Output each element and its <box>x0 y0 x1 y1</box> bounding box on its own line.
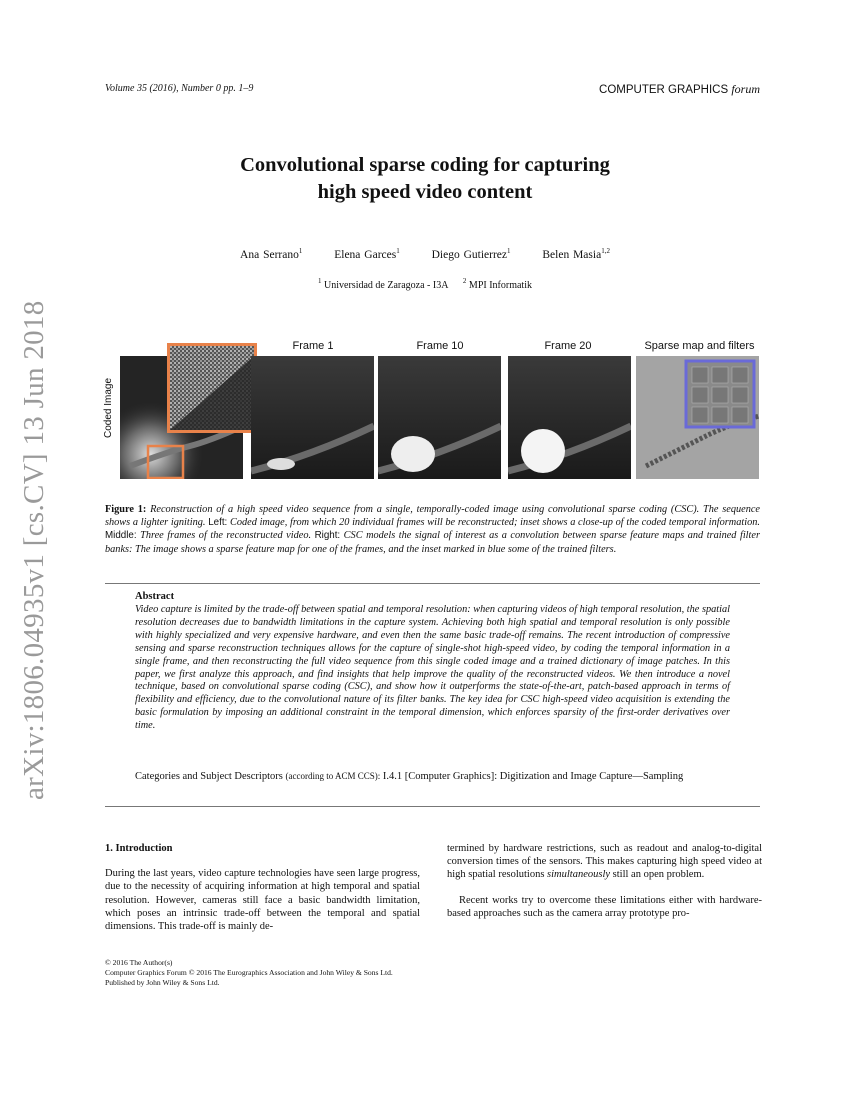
frame-20-image <box>508 356 631 479</box>
affiliation: $^2$ MPI Informatik <box>462 277 532 291</box>
arxiv-stamp: arXiv:1806.04935v1 [cs.CV] 13 Jun 2018 <box>18 300 50 800</box>
affiliations <box>0 277 850 291</box>
paper-title: Convolutional sparse coding for capturing high speed video content <box>240 154 610 203</box>
divider <box>105 583 760 584</box>
frame-10-image <box>378 356 501 479</box>
paragraph: termined by hardware restrictions, such as readout and analog-to-digital conversion times of the sensors. This makes capturing high speed video at high spatial resolutions simultaneously still an open problem. <box>447 843 762 881</box>
frame-1-label: Frame 1 <box>292 340 334 352</box>
copyright-notice: © 2016 The Author(s) Computer Graphics Forum © 2016 The Eurographics Association and John Wiley & Sons Ltd. Published by John Wiley & Sons Ltd. <box>105 958 393 988</box>
frame-1-image <box>251 356 374 479</box>
abstract-text: Video capture is limited by the trade-off between spatial and temporal resolution: when capturing videos of high temporal resolution, the spatial resolution decreases due to bandwidth limitations in the capture system. Achieving both high spatial and temporal resolution is only possible with highly specialized and very expensive hardware, and even then the same basic trade-off remains. The recent introduction of compressive sensing and sparse reconstruction techniques allows for the capture of single-shot high-speed video, by coding the temporal information in a single frame, and then reconstructing the full video sequence from this single coded image and a trained dictionary of image patches. In this paper, we first analyze this approach, and find insights that help improve the quality of the reconstructed videos. We then introduce a novel technique, based on convolutional sparse coding (CSC), and show how it outperforms the state-of-the-art, patch-based approach in terms of flexibility and efficiency, due to the convolutional nature of its filter banks. The key idea for CSC high-speed video acquisition is extending the basic formulation by imposing an additional constraint in the temporal dimension, which enforces sparsity of the first-order derivatives over time. <box>135 604 730 732</box>
sparse-map-label: Sparse map and filters <box>644 340 755 352</box>
intro-left-column <box>105 842 420 933</box>
paragraph: During the last years, video capture technologies have seen large progress, due to the necessity of acquiring information at high temporal and spatial resolution. However, cameras still face a basic bandwidth limitation, which poses an intrinsic trade-off between the temporal and spatial dimensions. This trade-off is mainly de- <box>105 868 420 933</box>
author: Diego Gutierrez$^1$ <box>431 247 511 261</box>
abstract-heading: Abstract <box>135 591 175 602</box>
author: Ana Serrano$^1$ <box>240 247 303 261</box>
ccs-descriptors: Categories and Subject Descriptors (according to ACM CCS): I.4.1 [Computer Graphics]: Digitization and Image Capture—Sampling <box>135 771 684 782</box>
author: Belen Masia$^{1,2}$ <box>542 247 610 261</box>
teaser-figure <box>105 338 760 486</box>
intro-right-column <box>447 842 762 920</box>
section-heading: 1. Introduction <box>105 843 173 854</box>
sparse-map-image <box>636 356 759 479</box>
divider <box>105 806 760 807</box>
affiliation: $^1$ Universidad de Zaragoza - I3A <box>318 277 449 291</box>
figure-caption: Figure 1: Reconstruction of a high speed video sequence from a single, temporally-coded image using convolutional sparse coding (CSC). The sequence shows a lighter igniting. Left: Coded image, from which 20 individual frames will be reconstructed; inset shows a close-up of the coded temporal information. Middle: Three frames of the reconstructed video. Right: CSC models the signal of interest as a convolution between sparse feature maps and trained filter banks: The image shows a sparse feature map for one of the frames, and the inset marked in blue some of the trained filters. <box>105 504 760 555</box>
frame-10-label: Frame 10 <box>416 340 464 352</box>
journal-volume: Volume 35 (2016), Number 0 pp. 1–9 <box>105 83 254 94</box>
author-list <box>0 247 850 261</box>
coded-inset <box>167 343 257 433</box>
paragraph: Recent works try to overcome these limitations either with hardware-based approaches such as the camera array prototype pro- <box>447 894 762 919</box>
journal-name: COMPUTER GRAPHICS forum <box>599 82 760 96</box>
frame-20-label: Frame 20 <box>544 340 592 352</box>
author: Elena Garces$^1$ <box>334 247 400 261</box>
coded-image-label: Coded Image <box>103 377 114 438</box>
